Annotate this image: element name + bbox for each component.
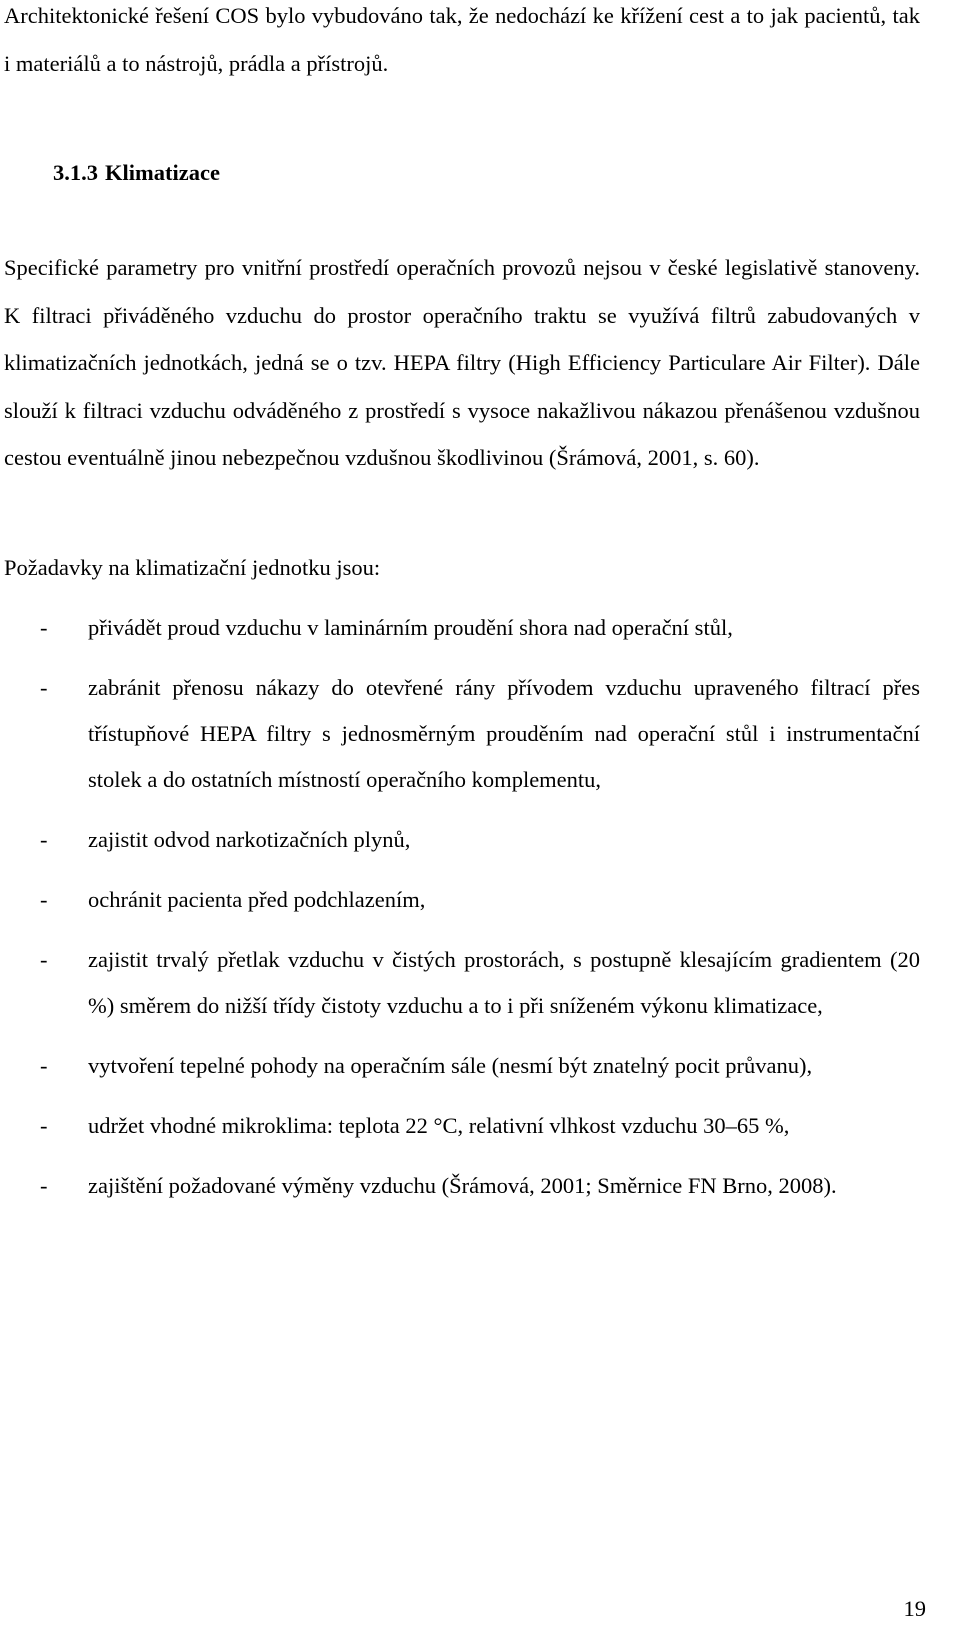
list-dash: - — [40, 615, 48, 640]
section-heading — [53, 158, 220, 188]
list-item-text: přivádět proud vzduchu v laminárním proudění shora nad operační stůl, — [88, 615, 733, 640]
requirements-intro: Požadavky na klimatizační jednotku jsou: — [4, 555, 381, 580]
intro-paragraph: Architektonické řešení COS bylo vybudováno tak, že nedochází ke křížení cest a to jak pacientů, tak i materiálů a to nástrojů, prádla a přístrojů. — [4, 3, 920, 76]
list-dash: - — [40, 675, 48, 700]
list-dash: - — [40, 1173, 48, 1198]
list-item — [4, 605, 920, 651]
requirements-list — [4, 605, 920, 1223]
list-item-text: zajistit trvalý přetlak vzduchu v čistých prostorách, s postupně klesajícím gradientem (20 %) směrem do nižší třídy čistoty vzduchu a to i při sníženém výkonu klimatizace, — [88, 947, 920, 1018]
page-number: 19 — [903, 1596, 926, 1621]
list-dash: - — [40, 827, 48, 852]
section-number: 3.1.3 — [53, 160, 98, 185]
body-paragraph: Specifické parametry pro vnitřní prostředí operačních provozů nejsou v české legislativě stanoveny. K filtraci přiváděného vzduchu do prostor operačního traktu se využívá filtrů zabudovaných v klimatizačních jednotkách, jedná se o tzv. HEPA filtry (High Efficiency Particulare Air Filter). Dále slouží k filtraci vzduchu odváděného z prostředí s vysoce nakažlivou nákazou přenášenou vzdušnou cestou eventuálně jinou nebezpečnou vzdušnou škodlivinou (Šrámová, 2001, s. 60). — [4, 255, 920, 470]
list-dash: - — [40, 1053, 48, 1078]
list-item-text: udržet vhodné mikroklima: teplota 22 °C, relativní vlhkost vzduchu 30–65 %, — [88, 1113, 790, 1138]
list-item — [4, 1103, 920, 1149]
list-item — [4, 877, 920, 923]
list-item-text: ochránit pacienta před podchlazením, — [88, 887, 426, 912]
list-item — [4, 817, 920, 863]
list-dash: - — [40, 887, 48, 912]
list-item — [4, 665, 920, 803]
list-item-text: zajistit odvod narkotizačních plynů, — [88, 827, 411, 852]
list-dash: - — [40, 947, 48, 972]
list-item-text: vytvoření tepelné pohody na operačním sále (nesmí být znatelný pocit průvanu), — [88, 1053, 813, 1078]
list-item — [4, 937, 920, 1029]
list-item-text: zajištění požadované výměny vzduchu (Šrámová, 2001; Směrnice FN Brno, 2008). — [88, 1173, 837, 1198]
list-item — [4, 1043, 920, 1089]
list-dash: - — [40, 1113, 48, 1138]
list-item-text: zabránit přenosu nákazy do otevřené rány přívodem vzduchu upraveného filtrací přes třístupňové HEPA filtry s jednosměrným prouděním nad operační stůl i instrumentační stolek a do ostatních místností operačního komplementu, — [88, 675, 920, 792]
section-title: Klimatizace — [105, 160, 220, 185]
list-item — [4, 1163, 920, 1209]
